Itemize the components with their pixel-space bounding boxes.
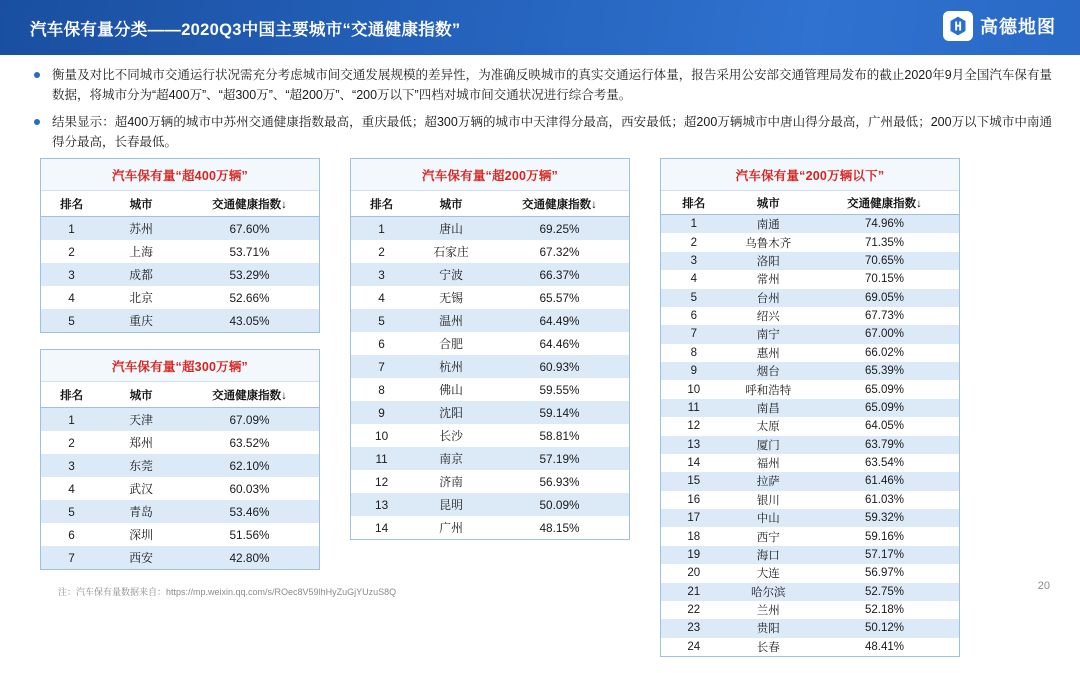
col-header-rank: 排名 bbox=[41, 191, 102, 217]
table-row bbox=[351, 263, 629, 286]
cell-city: 东莞 bbox=[102, 454, 180, 477]
bullet-text: 衡量及对比不同城市交通运行状况需充分考虑城市间交通发展规模的差异性，为准确反映城市的真实交通运行体量，报告采用公安部交通管理局发布的截止2020年9月全国汽车保有量数据，将城市分为“超400万”、“超300万”、“超200万”、“200万以下”四档对城市间交通状况进行综合考量。 bbox=[52, 68, 1052, 102]
cell-rank: 9 bbox=[351, 401, 412, 424]
table-row bbox=[351, 332, 629, 355]
cell-index: 57.19% bbox=[490, 447, 629, 470]
cell-rank: 10 bbox=[687, 383, 701, 396]
cell-rank: 3 bbox=[41, 454, 102, 477]
table-row bbox=[41, 309, 319, 332]
cell-index: 65.39% bbox=[810, 362, 959, 380]
table-row bbox=[351, 493, 629, 516]
cell-index: 52.66% bbox=[229, 290, 270, 305]
table-row bbox=[661, 362, 959, 380]
cell-city: 石家庄 bbox=[433, 245, 469, 259]
cell-city: 佛山 bbox=[439, 383, 463, 397]
cell-city: 广州 bbox=[439, 521, 463, 535]
table-body-over-2m bbox=[351, 217, 629, 540]
cell-city: 长沙 bbox=[439, 429, 463, 443]
cell-index: 67.32% bbox=[539, 244, 580, 259]
table-row bbox=[41, 217, 319, 241]
cell-city: 太原 bbox=[756, 421, 780, 434]
table-row bbox=[351, 309, 629, 332]
cell-index: 71.35% bbox=[864, 236, 904, 249]
cell-rank: 13 bbox=[661, 436, 727, 454]
cell-index: 63.79% bbox=[810, 436, 959, 454]
cell-index: 62.10% bbox=[180, 454, 319, 477]
table-row bbox=[41, 408, 319, 432]
cell-rank: 12 bbox=[687, 420, 701, 433]
cell-rank: 6 bbox=[378, 336, 385, 351]
cell-index: 69.25% bbox=[490, 217, 629, 241]
col-header-index: 交通健康指数↓ bbox=[810, 191, 959, 215]
table-row bbox=[351, 516, 629, 539]
cell-city: 杭州 bbox=[412, 355, 490, 378]
cell-city: 青岛 bbox=[102, 500, 180, 523]
cell-city: 上海 bbox=[129, 245, 153, 259]
cell-rank: 20 bbox=[687, 567, 701, 580]
cell-rank: 11 bbox=[661, 399, 727, 417]
table-row bbox=[661, 472, 959, 490]
cell-city: 绍兴 bbox=[756, 311, 780, 324]
table-row bbox=[661, 215, 959, 234]
cell-rank: 8 bbox=[690, 346, 697, 359]
table-row bbox=[41, 546, 319, 569]
table-header-row bbox=[661, 191, 959, 215]
table-header-row bbox=[351, 191, 629, 217]
cell-index: 53.71% bbox=[229, 244, 270, 259]
table-body-over-4m bbox=[41, 217, 319, 333]
cell-index: 50.12% bbox=[810, 619, 959, 637]
cell-city: 大连 bbox=[756, 568, 780, 581]
cell-rank: 3 bbox=[661, 252, 727, 270]
cell-rank: 5 bbox=[351, 309, 412, 332]
cell-index: 60.03% bbox=[229, 481, 270, 496]
cell-city: 呼和浩特 bbox=[745, 384, 792, 397]
cell-index: 70.15% bbox=[864, 273, 904, 286]
cell-index: 42.80% bbox=[180, 546, 319, 569]
cell-city: 兰州 bbox=[756, 605, 780, 618]
cell-rank: 12 bbox=[375, 474, 389, 489]
cell-city: 西宁 bbox=[756, 531, 780, 544]
cell-rank: 7 bbox=[351, 355, 412, 378]
table-row bbox=[661, 491, 959, 509]
cell-index: 67.09% bbox=[180, 408, 319, 432]
cell-city: 南京 bbox=[412, 447, 490, 470]
cell-index: 67.00% bbox=[810, 325, 959, 343]
cell-city: 无锡 bbox=[439, 291, 463, 305]
cell-city: 拉萨 bbox=[727, 472, 810, 490]
cell-rank: 1 bbox=[661, 215, 727, 234]
cell-rank: 11 bbox=[351, 447, 412, 470]
cell-rank: 5 bbox=[661, 289, 727, 307]
cell-city: 郑州 bbox=[129, 436, 153, 450]
cell-rank: 15 bbox=[661, 472, 727, 490]
cell-index: 52.18% bbox=[864, 604, 904, 617]
cell-rank: 2 bbox=[68, 435, 75, 450]
bullet-dot-icon bbox=[34, 72, 40, 78]
table-row bbox=[661, 509, 959, 527]
cell-city: 成都 bbox=[102, 263, 180, 286]
cell-rank: 21 bbox=[661, 583, 727, 601]
cell-rank: 5 bbox=[41, 500, 102, 523]
ranking-table bbox=[41, 191, 319, 332]
cell-index: 43.05% bbox=[180, 309, 319, 332]
table-title: 汽车保有量“超200万辆” bbox=[351, 159, 629, 191]
cell-rank: 17 bbox=[661, 509, 727, 527]
cell-index: 58.81% bbox=[539, 428, 580, 443]
cell-rank: 7 bbox=[661, 325, 727, 343]
cell-city: 长春 bbox=[756, 641, 780, 654]
ranking-table bbox=[351, 191, 629, 539]
table-row bbox=[661, 564, 959, 582]
cell-index: 66.02% bbox=[864, 346, 904, 359]
table-row bbox=[661, 454, 959, 472]
table-title: 汽车保有量“超300万辆” bbox=[41, 350, 319, 382]
cell-city: 重庆 bbox=[102, 309, 180, 332]
cell-city: 烟台 bbox=[727, 362, 810, 380]
cell-city: 北京 bbox=[129, 291, 153, 305]
cell-rank: 19 bbox=[661, 546, 727, 564]
page-number: 20 bbox=[1037, 580, 1050, 592]
cell-rank: 4 bbox=[690, 273, 697, 286]
cell-index: 60.93% bbox=[490, 355, 629, 378]
table-row bbox=[661, 270, 959, 288]
table-row bbox=[661, 307, 959, 325]
table-row bbox=[661, 233, 959, 251]
cell-city: 贵阳 bbox=[727, 619, 810, 637]
cell-city: 温州 bbox=[412, 309, 490, 332]
table-row bbox=[351, 447, 629, 470]
cell-index: 63.54% bbox=[864, 457, 904, 470]
table-row bbox=[41, 286, 319, 309]
cell-rank: 4 bbox=[68, 481, 75, 496]
cell-index: 51.56% bbox=[229, 527, 270, 542]
page-header bbox=[0, 0, 1080, 55]
cell-index: 65.09% bbox=[864, 383, 904, 396]
cell-city: 沈阳 bbox=[412, 401, 490, 424]
cell-rank: 2 bbox=[68, 244, 75, 259]
table-row bbox=[351, 378, 629, 401]
column-right bbox=[660, 158, 960, 673]
cell-rank: 13 bbox=[351, 493, 412, 516]
cell-index: 59.32% bbox=[810, 509, 959, 527]
col-header-city: 城市 bbox=[102, 382, 180, 408]
cell-city: 惠州 bbox=[756, 347, 780, 360]
cell-city: 常州 bbox=[756, 274, 780, 287]
cell-city: 银川 bbox=[756, 494, 780, 507]
table-body-under-2m bbox=[661, 215, 959, 657]
cell-city: 西安 bbox=[102, 546, 180, 569]
cell-index: 59.55% bbox=[539, 382, 580, 397]
cell-rank: 8 bbox=[378, 382, 385, 397]
cell-rank: 16 bbox=[687, 493, 701, 506]
cell-city: 福州 bbox=[756, 458, 780, 471]
cell-index: 56.97% bbox=[864, 567, 904, 580]
table-row bbox=[41, 523, 319, 546]
col-header-city: 城市 bbox=[727, 191, 810, 215]
cell-rank: 2 bbox=[690, 236, 697, 249]
col-header-rank: 排名 bbox=[661, 191, 727, 215]
table-row bbox=[41, 240, 319, 263]
cell-rank: 4 bbox=[68, 290, 75, 305]
cell-city: 昆明 bbox=[412, 493, 490, 516]
table-row bbox=[41, 500, 319, 523]
table-row bbox=[351, 355, 629, 378]
cell-rank: 22 bbox=[687, 604, 701, 617]
cell-index: 64.49% bbox=[490, 309, 629, 332]
table-row bbox=[661, 417, 959, 435]
cell-rank: 1 bbox=[41, 408, 102, 432]
table-row bbox=[661, 601, 959, 619]
table-header-row bbox=[41, 191, 319, 217]
table-row bbox=[661, 325, 959, 343]
table-row bbox=[661, 399, 959, 417]
table-row bbox=[661, 436, 959, 454]
table-row bbox=[661, 289, 959, 307]
table-row bbox=[661, 527, 959, 545]
col-header-city: 城市 bbox=[412, 191, 490, 217]
table-body-over-3m bbox=[41, 408, 319, 570]
cell-rank: 5 bbox=[41, 309, 102, 332]
table-header-row bbox=[41, 382, 319, 408]
cell-city: 南通 bbox=[727, 215, 810, 234]
cell-city: 台州 bbox=[727, 289, 810, 307]
cell-rank: 9 bbox=[661, 362, 727, 380]
bullet-item bbox=[30, 112, 1052, 152]
cell-rank: 1 bbox=[41, 217, 102, 241]
table-row bbox=[41, 454, 319, 477]
cell-rank: 10 bbox=[375, 428, 389, 443]
table-row bbox=[661, 546, 959, 564]
cell-index: 66.37% bbox=[490, 263, 629, 286]
ranking-table bbox=[661, 191, 959, 656]
cell-index: 65.09% bbox=[810, 399, 959, 417]
cell-index: 61.03% bbox=[864, 493, 904, 506]
table-row bbox=[41, 263, 319, 286]
cell-index: 52.75% bbox=[810, 583, 959, 601]
cell-index: 70.65% bbox=[810, 252, 959, 270]
table-row bbox=[661, 583, 959, 601]
cell-index: 65.57% bbox=[539, 290, 580, 305]
cell-rank: 3 bbox=[351, 263, 412, 286]
cell-city: 深圳 bbox=[129, 528, 153, 542]
cell-rank: 4 bbox=[378, 290, 385, 305]
cell-index: 59.14% bbox=[490, 401, 629, 424]
cell-index: 53.46% bbox=[180, 500, 319, 523]
table-row bbox=[351, 401, 629, 424]
table-row bbox=[661, 619, 959, 637]
cell-rank: 2 bbox=[378, 244, 385, 259]
cell-rank: 6 bbox=[68, 527, 75, 542]
table-title: 汽车保有量“超400万辆” bbox=[41, 159, 319, 191]
table-row bbox=[351, 286, 629, 309]
table-row bbox=[41, 431, 319, 454]
cell-city: 天津 bbox=[102, 408, 180, 432]
cell-rank: 23 bbox=[661, 619, 727, 637]
cell-rank: 6 bbox=[690, 310, 697, 323]
bullet-text: 结果显示：超400万辆的城市中苏州交通健康指数最高，重庆最低；超300万辆的城市中天津得分最高，西安最低；超200万辆城市中唐山得分最高，广州最低；200万以下城市中南通得分最高，长春最低。 bbox=[52, 115, 1052, 149]
logo-text: 高德地图 bbox=[980, 17, 1056, 37]
cell-index: 63.52% bbox=[229, 435, 270, 450]
col-header-rank: 排名 bbox=[41, 382, 102, 408]
cell-city: 唐山 bbox=[412, 217, 490, 241]
bullet-dot-icon bbox=[34, 119, 40, 125]
cell-city: 南昌 bbox=[727, 399, 810, 417]
cell-rank: 3 bbox=[41, 263, 102, 286]
cell-city: 中山 bbox=[727, 509, 810, 527]
cell-index: 61.46% bbox=[810, 472, 959, 490]
col-header-index: 交通健康指数↓ bbox=[180, 382, 319, 408]
cell-city: 南宁 bbox=[727, 325, 810, 343]
col-header-index: 交通健康指数↓ bbox=[180, 191, 319, 217]
cell-rank: 14 bbox=[687, 457, 701, 470]
table-row bbox=[661, 380, 959, 398]
page-title: 汽车保有量分类——2020Q3中国主要城市“交通健康指数” bbox=[30, 20, 461, 39]
amap-logo-icon bbox=[943, 11, 973, 41]
cell-city: 洛阳 bbox=[727, 252, 810, 270]
table-card-over-3m bbox=[40, 349, 320, 570]
cell-index: 67.60% bbox=[180, 217, 319, 241]
ranking-table bbox=[41, 382, 319, 569]
table-row bbox=[661, 252, 959, 270]
table-row bbox=[351, 240, 629, 263]
cell-index: 48.41% bbox=[864, 640, 904, 653]
table-card-over-4m bbox=[40, 158, 320, 333]
cell-index: 50.09% bbox=[490, 493, 629, 516]
cell-city: 乌鲁木齐 bbox=[745, 237, 792, 250]
cell-rank: 14 bbox=[375, 520, 389, 535]
cell-index: 64.05% bbox=[864, 420, 904, 433]
bullet-item bbox=[30, 65, 1052, 105]
cell-rank: 18 bbox=[687, 530, 701, 543]
cell-city: 哈尔滨 bbox=[727, 583, 810, 601]
table-card-under-2m bbox=[660, 158, 960, 657]
cell-index: 53.29% bbox=[180, 263, 319, 286]
cell-city: 苏州 bbox=[102, 217, 180, 241]
cell-city: 济南 bbox=[439, 475, 463, 489]
cell-index: 48.15% bbox=[539, 520, 580, 535]
cell-index: 56.93% bbox=[539, 474, 580, 489]
footnote: 注：汽车保有量数据来自：https://mp.weixin.qq.com/s/ROec8V59lhHyZuGjYUzuS8Q bbox=[58, 587, 397, 597]
cell-index: 57.17% bbox=[810, 546, 959, 564]
brand-logo bbox=[943, 11, 1056, 41]
col-header-index: 交通健康指数↓ bbox=[490, 191, 629, 217]
cell-index: 64.46% bbox=[539, 336, 580, 351]
cell-city: 海口 bbox=[727, 546, 810, 564]
table-row bbox=[661, 344, 959, 362]
cell-index: 74.96% bbox=[810, 215, 959, 234]
cell-rank: 1 bbox=[351, 217, 412, 241]
table-row bbox=[351, 470, 629, 493]
col-header-city: 城市 bbox=[102, 191, 180, 217]
cell-city: 厦门 bbox=[727, 436, 810, 454]
cell-index: 69.05% bbox=[810, 289, 959, 307]
cell-index: 67.73% bbox=[864, 310, 904, 323]
col-header-rank: 排名 bbox=[351, 191, 412, 217]
cell-city: 武汉 bbox=[129, 482, 153, 496]
table-row bbox=[41, 477, 319, 500]
table-row bbox=[661, 638, 959, 656]
table-title: 汽车保有量“200万辆以下” bbox=[661, 159, 959, 191]
cell-index: 59.16% bbox=[864, 530, 904, 543]
cell-city: 宁波 bbox=[412, 263, 490, 286]
cell-rank: 24 bbox=[687, 640, 701, 653]
summary-bullets bbox=[0, 55, 1080, 159]
table-row bbox=[351, 217, 629, 241]
cell-rank: 7 bbox=[41, 546, 102, 569]
cell-city: 合肥 bbox=[439, 337, 463, 351]
table-row bbox=[351, 424, 629, 447]
table-card-over-2m bbox=[350, 158, 630, 540]
